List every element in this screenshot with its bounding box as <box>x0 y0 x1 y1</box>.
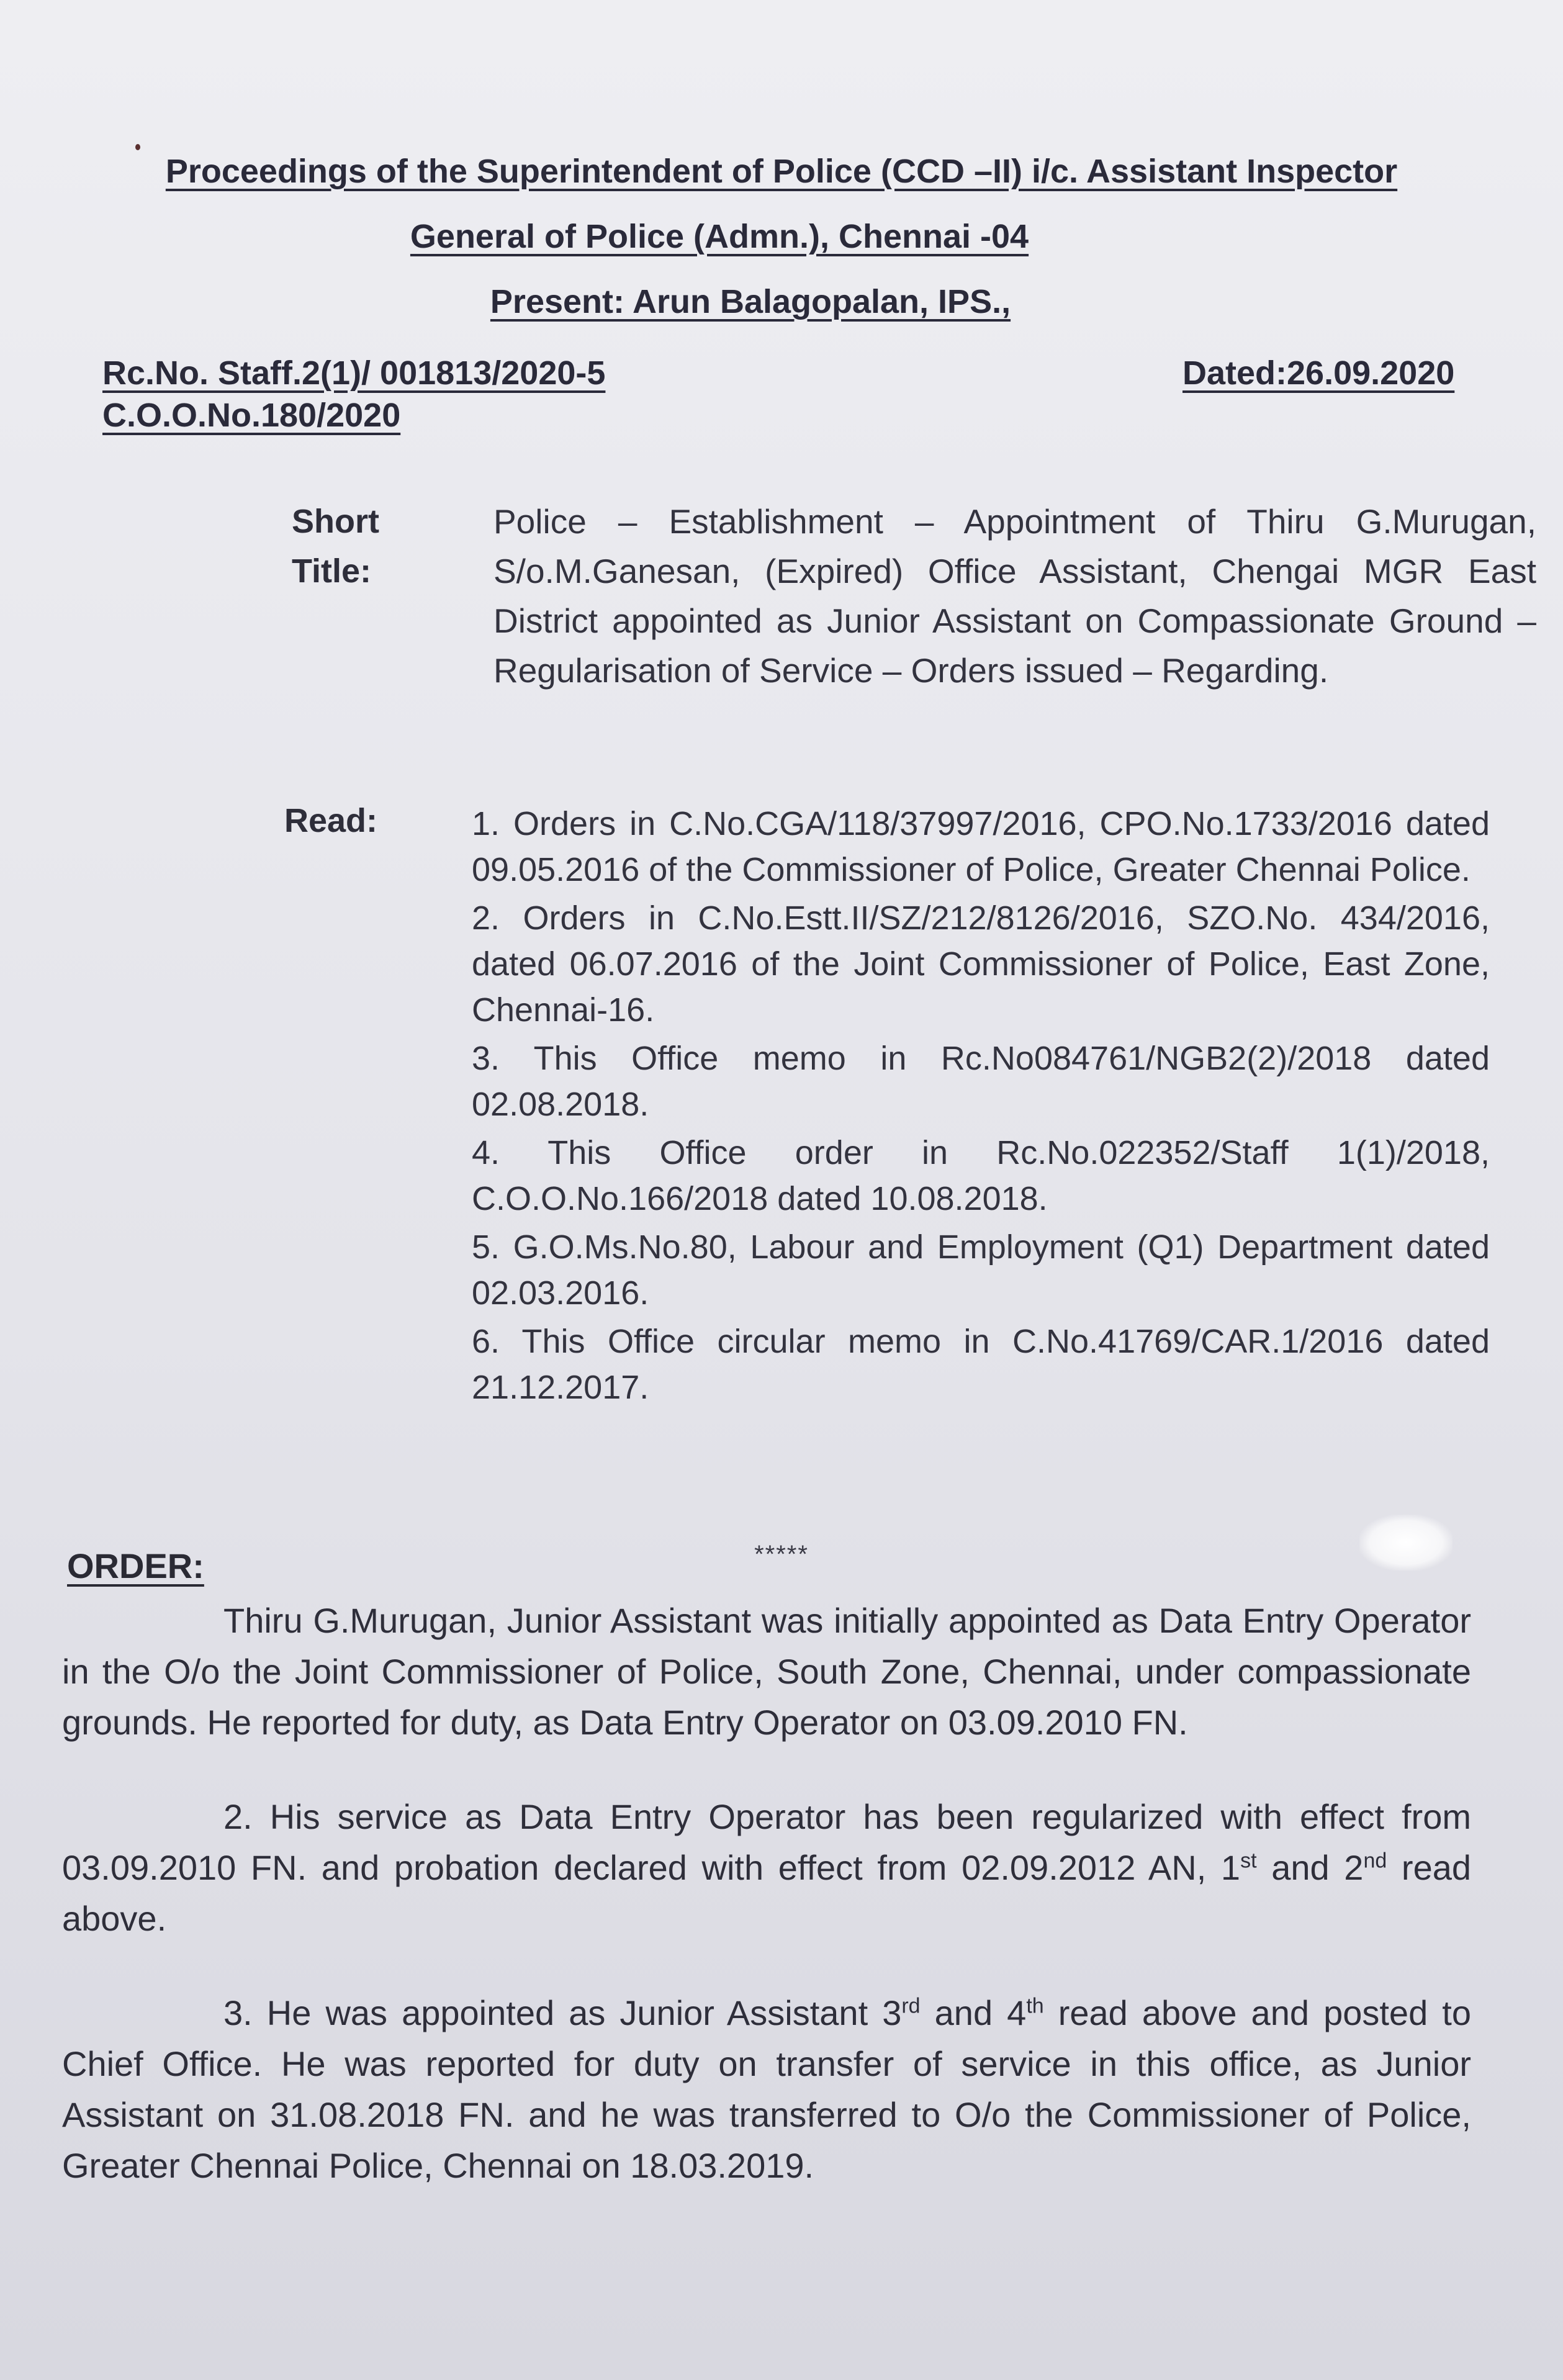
header-line-1: Proceedings of the Superintendent of Police (CCD –II) i/c. Assistant Inspector <box>165 153 1398 190</box>
present-line: Present: Arun Balagopalan, IPS., <box>490 283 1011 320</box>
read-label: Read: <box>284 802 378 839</box>
read-item-3: 3. This Office memo in Rc.No084761/NGB2(2)/2018 dated 02.08.2018. <box>472 1040 1490 1123</box>
order-body <box>62 1595 1471 2235</box>
read-item-5: 5. G.O.Ms.No.80, Labour and Employment (Q1) Department dated 02.03.2016. <box>472 1228 1490 1312</box>
separator: ***** <box>754 1541 809 1568</box>
order-paragraph-1: Thiru G.Murugan, Junior Assistant was initially appointed as Data Entry Operator in the O/o the Joint Commissioner of Police, South Zone, Chennai, under compassionate grounds. He reported for duty, as Data Entry Operator on 03.09.2010 FN. <box>62 1601 1471 1742</box>
header-line-2: General of Police (Admn.), Chennai -04 <box>410 218 1029 255</box>
order-heading: ORDER: <box>67 1546 204 1585</box>
dated: Dated:26.09.2020 <box>1182 354 1455 392</box>
coo-number: C.O.O.No.180/2020 <box>102 397 401 434</box>
short-title-label: Short Title: <box>292 503 379 590</box>
order-paragraph-2: 2. His service as Data Entry Operator has been regularized with effect from 03.09.2010 FN. and probation declared with effect from 02.09.2012 AN, 1st and 2nd read above. <box>62 1797 1472 1938</box>
read-item-2: 2. Orders in C.No.Estt.II/SZ/212/8126/2016, SZO.No. 434/2016, dated 06.07.2016 of the Joint Commissioner of Police, East Zone, Chennai-16. <box>472 899 1490 1029</box>
paper-smudge <box>1359 1515 1453 1571</box>
read-list <box>472 801 1490 1413</box>
read-item-6: 6. This Office circular memo in C.No.41769/CAR.1/2016 dated 21.12.2017. <box>472 1323 1490 1406</box>
read-item-4: 4. This Office order in Rc.No.022352/Staff 1(1)/2018, C.O.O.No.166/2018 dated 10.08.2018. <box>472 1134 1490 1217</box>
read-item-1: 1. Orders in C.No.CGA/118/37997/2016, CPO.No.1733/2016 dated 09.05.2016 of the Commissioner of Police, Greater Chennai Police. <box>472 805 1490 888</box>
order-paragraph-3: 3. He was appointed as Junior Assistant 3rd and 4th read above and posted to Chief Office. He was reported for duty on transfer of service in this office, as Junior Assistant on 31.08.2018 FN. and he was transferred to O/o the Commissioner of Police, Greater Chennai Police, Chennai on 18.03.2019. <box>62 1993 1471 2185</box>
ink-dot <box>135 144 140 150</box>
short-title-text: Police – Establishment – Appointment of Thiru G.Murugan, S/o.M.Ganesan, (Expired) Office Assistant, Chengai MGR East District appointed as Junior Assistant on Compassionate Ground – Regularisation of Service – Orders issued – Regarding. <box>493 502 1536 690</box>
rc-number: Rc.No. Staff.2(1)/ 001813/2020-5 <box>102 354 606 392</box>
